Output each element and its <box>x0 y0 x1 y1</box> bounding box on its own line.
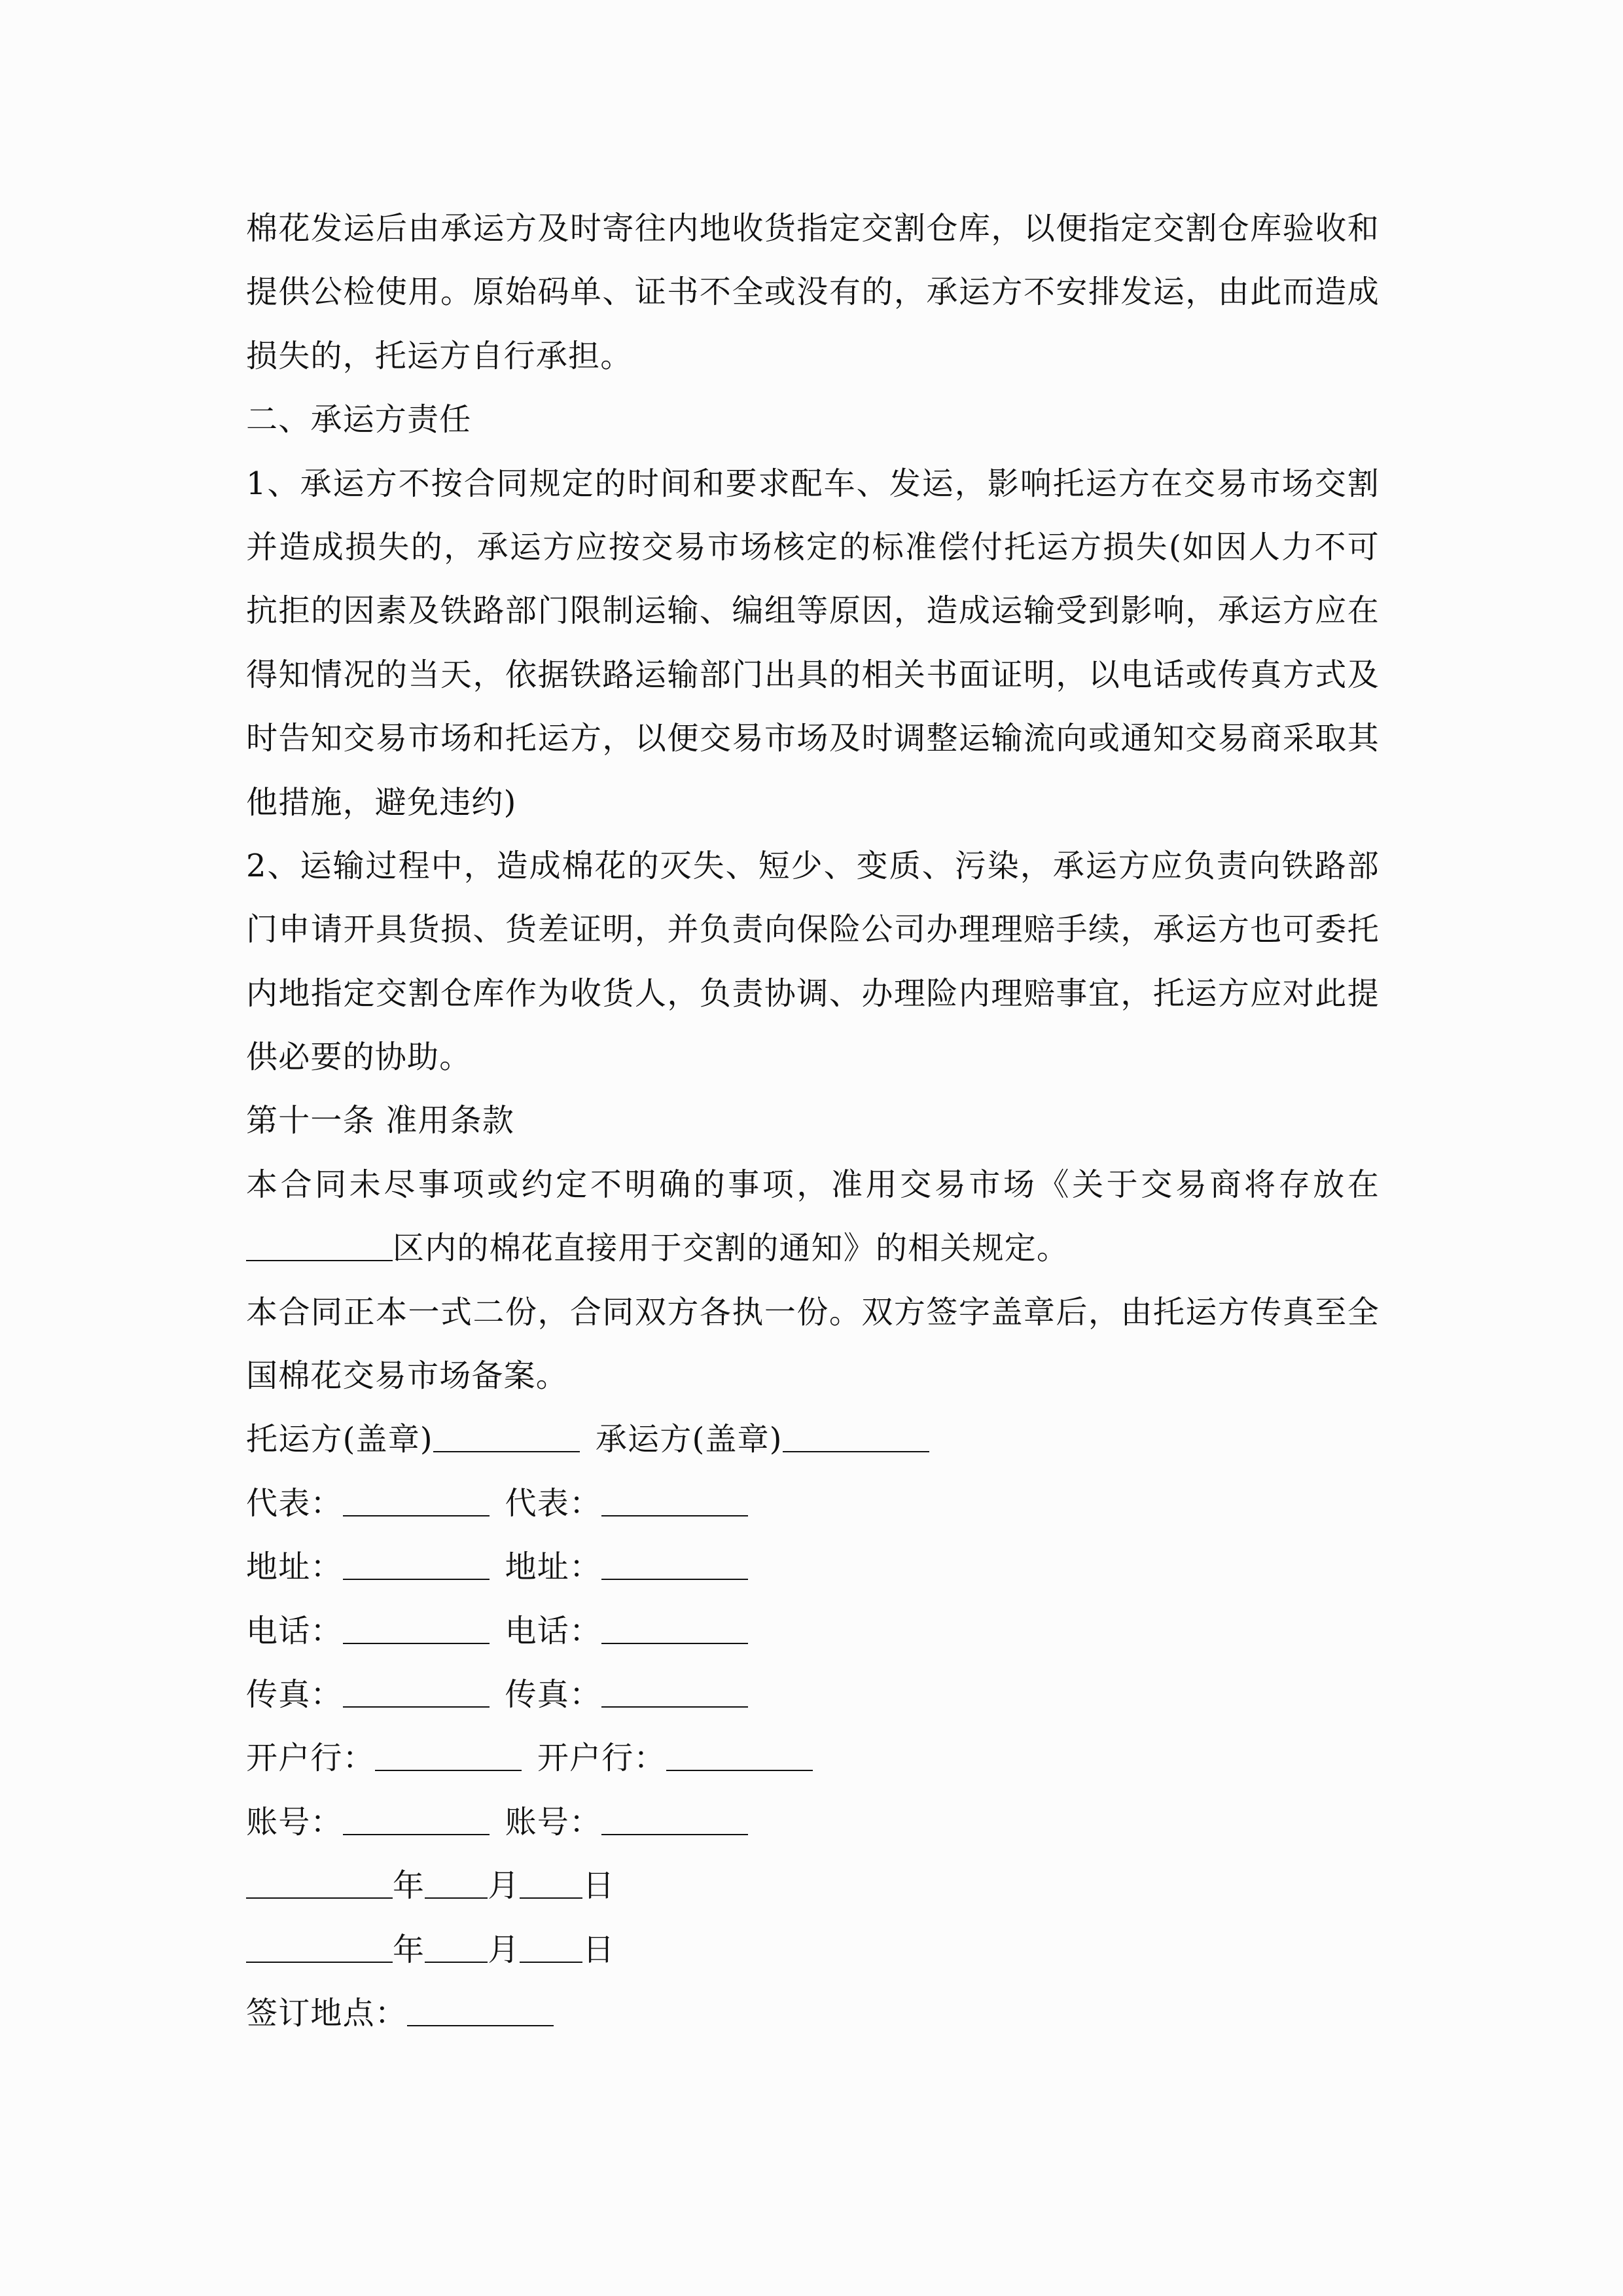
region-blank-field[interactable] <box>246 1232 393 1261</box>
paragraph-line: 他措施，避免违约) <box>246 783 517 821</box>
paragraph-line: 本合同未尽事项或约定不明确的事项，准用交易市场《关于交易商将存放在 <box>246 1166 1380 1203</box>
signing-place-label: 签订地点： <box>246 1994 408 2032</box>
year-label: 年 <box>393 1931 425 1968</box>
signature-row-representative <box>246 1472 1385 1535</box>
shipper-seal-field[interactable] <box>433 1423 580 1452</box>
signature-seal-row <box>246 1408 1385 1471</box>
day-label: 日 <box>582 1931 615 1968</box>
signature-row-bank <box>246 1727 1385 1790</box>
signature-row-address <box>246 1535 1385 1599</box>
shipper-address-label: 地址： <box>246 1549 343 1586</box>
signature-row-phone <box>246 1600 1385 1663</box>
signature-row-account <box>246 1791 1385 1854</box>
paragraph-line: 时告知交易市场和托运方，以便交易市场及时调整运输流向或通知交易商采取其 <box>246 720 1380 757</box>
carrier-representative-field[interactable] <box>601 1487 748 1516</box>
paragraph-line: 内地指定交割仓库作为收货人，负责协调、办理险内理赔事宜，托运方应对此提 <box>246 975 1380 1012</box>
paragraph-line: 得知情况的当天，依据铁路运输部门出具的相关书面证明，以电话或传真方式及 <box>246 656 1380 693</box>
date-row-shipper <box>246 1854 1385 1918</box>
year-field[interactable] <box>246 1933 393 1962</box>
carrier-seal-label: 承运方(盖章) <box>595 1421 783 1458</box>
paragraph-line: 门申请开具货损、货差证明，并负责向保险公司办理理赔手续，承运方也可委托 <box>246 911 1380 948</box>
signing-place-row <box>246 1982 1385 2045</box>
paragraph-line: 损失的，托运方自行承担。 <box>246 337 633 374</box>
day-label: 日 <box>582 1867 615 1905</box>
day-field[interactable] <box>520 1933 582 1962</box>
carrier-account-field[interactable] <box>601 1806 748 1835</box>
shipper-phone-field[interactable] <box>343 1614 490 1643</box>
month-label: 月 <box>488 1931 520 1968</box>
carrier-address-label: 地址： <box>505 1549 602 1586</box>
carrier-bank-label: 开户行： <box>537 1740 666 1777</box>
paragraph-line: 2、运输过程中，造成棉花的灭失、短少、变质、污染，承运方应负责向铁路部 <box>246 847 1380 884</box>
signing-place-field[interactable] <box>407 1997 554 2026</box>
shipper-address-field[interactable] <box>343 1551 490 1580</box>
signature-row-fax <box>246 1663 1385 1727</box>
carrier-account-label: 账号： <box>505 1803 602 1840</box>
carrier-seal-field[interactable] <box>783 1423 929 1452</box>
year-field[interactable] <box>246 1869 393 1899</box>
shipper-representative-field[interactable] <box>343 1487 490 1516</box>
paragraph-line: 并造成损失的，承运方应按交易市场核定的标准偿付托运方损失(如因人力不可 <box>246 528 1380 565</box>
shipper-bank-field[interactable] <box>375 1742 522 1771</box>
section-heading: 二、承运方责任 <box>246 401 472 439</box>
paragraph-line: 提供公检使用。原始码单、证书不全或没有的，承运方不安排发运，由此而造成 <box>246 274 1380 311</box>
document-body <box>246 197 1385 2045</box>
paragraph-line: 1、承运方不按合同规定的时间和要求配车、发运，影响托运方在交易市场交割 <box>246 465 1380 502</box>
paragraph-line: 国棉花交易市场备案。 <box>246 1357 569 1395</box>
shipper-account-label: 账号： <box>246 1803 343 1840</box>
month-label: 月 <box>488 1867 520 1905</box>
paragraph-line: 供必要的协助。 <box>246 1039 472 1076</box>
paragraph-line: 抗拒的因素及铁路部门限制运输、编组等原因，造成运输受到影响，承运方应在 <box>246 592 1380 630</box>
shipper-representative-label: 代表： <box>246 1484 343 1522</box>
month-field[interactable] <box>425 1869 488 1899</box>
carrier-fax-label: 传真： <box>505 1676 602 1713</box>
shipper-phone-label: 电话： <box>246 1612 343 1649</box>
shipper-fax-label: 传真： <box>246 1676 343 1713</box>
carrier-phone-field[interactable] <box>601 1614 748 1643</box>
carrier-bank-field[interactable] <box>666 1742 813 1771</box>
carrier-fax-field[interactable] <box>601 1678 748 1708</box>
month-field[interactable] <box>425 1933 488 1962</box>
paragraph-line: 本合同正本一式二份，合同双方各执一份。双方签字盖章后，由托运方传真至全 <box>246 1293 1380 1331</box>
date-row-carrier <box>246 1918 1385 1982</box>
carrier-representative-label: 代表： <box>505 1484 602 1522</box>
shipper-fax-field[interactable] <box>343 1678 490 1708</box>
carrier-address-field[interactable] <box>601 1551 748 1580</box>
shipper-account-field[interactable] <box>343 1806 490 1835</box>
paragraph-text: 区内的棉花直接用于交割的通知》的相关规定。 <box>393 1230 1069 1267</box>
year-label: 年 <box>393 1867 425 1905</box>
carrier-phone-label: 电话： <box>505 1612 602 1649</box>
day-field[interactable] <box>520 1869 582 1899</box>
shipper-seal-label: 托运方(盖章) <box>246 1421 433 1458</box>
paragraph-line <box>246 1217 1385 1280</box>
paragraph-line: 棉花发运后由承运方及时寄往内地收货指定交割仓库，以便指定交割仓库验收和 <box>246 210 1380 247</box>
article-heading: 第十一条 准用条款 <box>246 1102 515 1139</box>
shipper-bank-label: 开户行： <box>246 1740 375 1777</box>
